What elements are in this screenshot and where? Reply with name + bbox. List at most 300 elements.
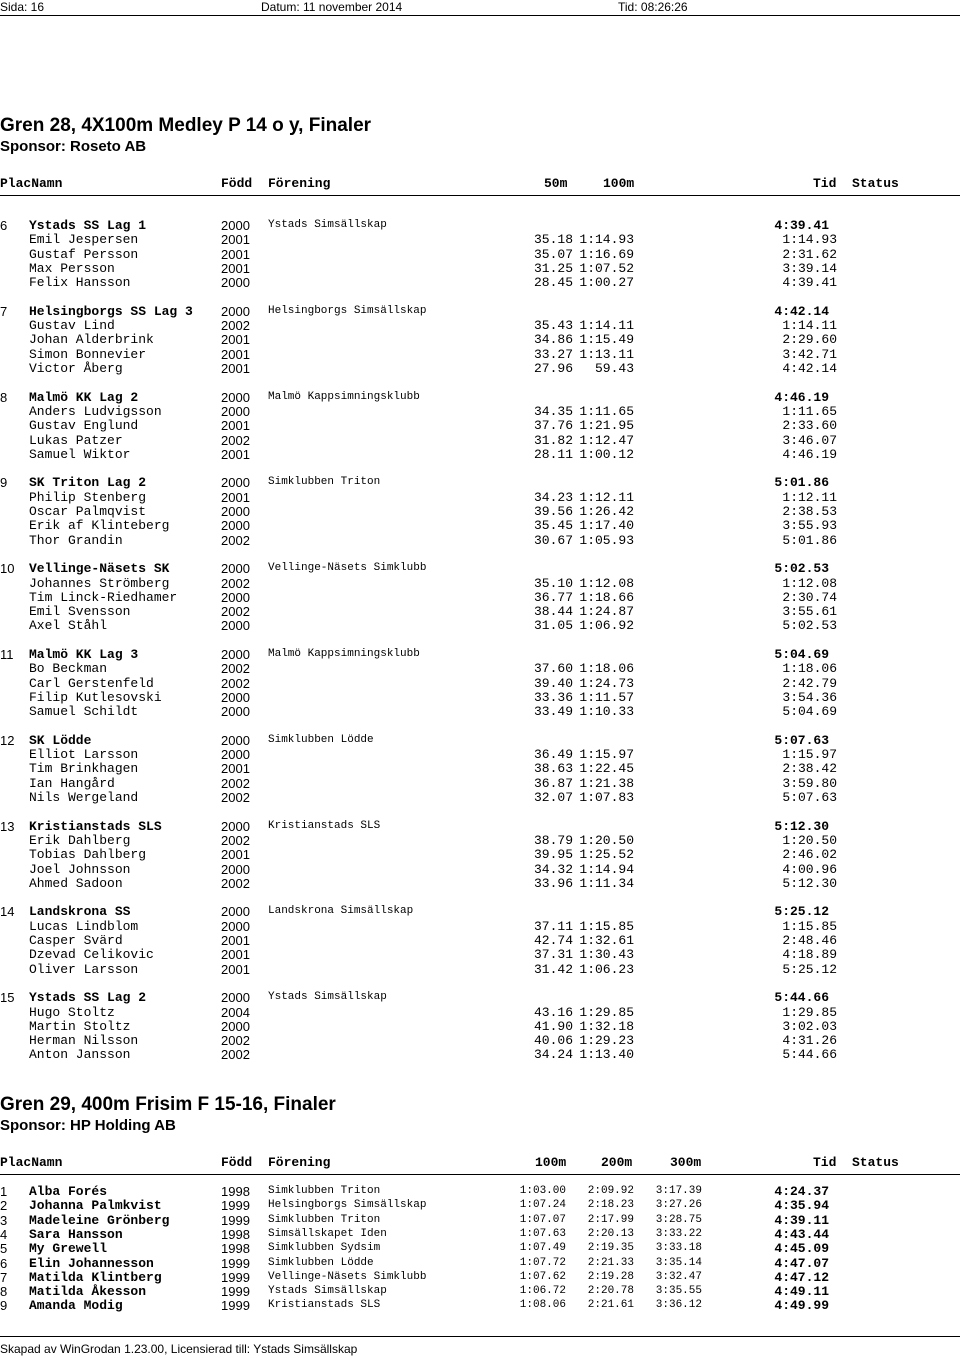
col-tid: Tid — [813, 1155, 837, 1170]
split-100m: 1:07.63 — [519, 1227, 566, 1240]
swimmer-name: Martin Stoltz — [29, 1018, 131, 1034]
team-born: 2000 — [221, 475, 250, 491]
split-100m: 1:22.45 — [579, 761, 634, 777]
team-place: 13 — [0, 818, 15, 834]
result-club: Simklubben Triton — [268, 1213, 381, 1226]
swimmer-row — [0, 847, 960, 862]
result-place: 5 — [0, 1241, 8, 1257]
swimmer-born: 2000 — [221, 504, 250, 519]
swimmer-row — [0, 576, 960, 591]
swimmer-born: 2000 — [221, 589, 250, 605]
swimmer-born: 2004 — [221, 1004, 250, 1020]
split-100m: 1:15.97 — [579, 747, 634, 763]
split-100m: 1:00.27 — [579, 275, 634, 291]
team-row — [0, 304, 960, 319]
result-club: Simklubben Lödde — [268, 1256, 374, 1269]
team-place: 7 — [0, 303, 8, 319]
col-fodd: Född — [221, 176, 253, 191]
swimmer-time: 3:42.71 — [782, 346, 837, 362]
swimmer-time: 1:11.65 — [782, 403, 837, 419]
swimmer-born: 2000 — [221, 275, 250, 291]
result-time: 4:39.11 — [774, 1212, 829, 1228]
swimmer-time: 1:14.11 — [782, 318, 837, 334]
swimmer-name: Thor Grandin — [29, 532, 123, 548]
result-club: Simsällskapet Iden — [268, 1227, 387, 1240]
swimmer-time: 5:02.53 — [782, 618, 837, 634]
col-300m: 300m — [670, 1155, 702, 1170]
split-100m: 1:11.57 — [579, 689, 634, 705]
team-name: Kristianstads SLS — [29, 818, 162, 834]
split-100m: 1:13.11 — [579, 346, 634, 362]
result-born: 1999 — [221, 1284, 250, 1300]
split-50m: 34.32 — [533, 861, 573, 877]
swimmer-time: 4:31.26 — [782, 1033, 837, 1049]
split-100m: 1:29.23 — [579, 1033, 634, 1049]
col-placnamn: PlacNamn — [0, 176, 63, 191]
swimmer-born: 2001 — [221, 246, 250, 262]
swimmer-born: 2000 — [221, 861, 250, 877]
split-100m: 1:11.34 — [579, 875, 634, 891]
swimmer-time: 3:46.07 — [782, 432, 837, 448]
swimmer-born: 2000 — [221, 704, 250, 720]
result-name: Johanna Palmkvist — [29, 1198, 162, 1214]
result-row — [0, 1227, 960, 1242]
team-born: 2000 — [221, 303, 250, 319]
result-club: Kristianstads SLS — [268, 1299, 381, 1312]
team-club: Landskrona Simsällskap — [268, 905, 414, 918]
swimmer-time: 3:55.93 — [782, 518, 837, 534]
swimmer-row — [0, 590, 960, 605]
split-50m: 31.25 — [533, 260, 573, 276]
swimmer-row — [0, 518, 960, 533]
split-300m: 3:35.55 — [655, 1285, 702, 1298]
result-name: Amanda Modig — [29, 1298, 123, 1314]
swimmer-born: 2001 — [221, 361, 250, 376]
team-place: 12 — [0, 732, 15, 748]
split-50m: 39.56 — [533, 504, 573, 519]
swimmer-name: Elliot Larsson — [29, 747, 139, 763]
split-100m: 1:14.93 — [579, 232, 634, 248]
swimmer-time: 1:12.11 — [782, 489, 837, 505]
col-100m: 100m — [603, 176, 635, 191]
result-time: 4:49.11 — [774, 1284, 829, 1300]
result-time: 4:47.07 — [774, 1255, 829, 1271]
swimmer-time: 2:31.62 — [782, 246, 837, 262]
swimmer-time: 3:39.14 — [782, 260, 837, 276]
split-50m: 33.96 — [533, 875, 573, 891]
swimmer-name: Samuel Schildt — [29, 704, 139, 720]
split-100m: 1:17.40 — [579, 518, 634, 534]
split-50m: 36.87 — [533, 775, 573, 791]
split-50m: 37.60 — [533, 661, 573, 677]
split-50m: 39.40 — [533, 675, 573, 691]
split-100m: 1:06.92 — [579, 618, 634, 634]
split-50m: 36.77 — [533, 589, 573, 605]
result-time: 4:47.12 — [774, 1269, 829, 1285]
swimmer-name: Gustav Englund — [29, 418, 139, 434]
split-100m: 1:12.47 — [579, 432, 634, 448]
team-row — [0, 904, 960, 919]
split-200m: 2:20.13 — [587, 1227, 634, 1240]
result-name: Madeleine Grönberg — [29, 1212, 170, 1228]
swimmer-born: 2000 — [221, 918, 250, 934]
split-100m: 1:00.12 — [579, 446, 634, 462]
team-club: Vellinge-Näsets Simklubb — [268, 562, 427, 575]
split-50m: 31.05 — [533, 618, 573, 634]
split-50m: 37.31 — [533, 947, 573, 963]
swimmer-row — [0, 833, 960, 848]
team-name: Ystads SS Lag 2 — [29, 990, 147, 1006]
swimmer-name: Simon Bonnevier — [29, 346, 147, 362]
team-time: 5:02.53 — [774, 561, 829, 577]
swimmer-born: 2001 — [221, 933, 250, 948]
swimmer-name: Johan Alderbrink — [29, 332, 154, 348]
team-row — [0, 733, 960, 748]
team-born: 2000 — [221, 818, 250, 834]
split-50m: 33.36 — [533, 689, 573, 705]
split-100m: 1:08.06 — [519, 1299, 566, 1312]
swimmer-row — [0, 933, 960, 948]
swimmer-time: 4:39.41 — [782, 275, 837, 291]
swimmer-name: Oliver Larsson — [29, 961, 139, 977]
split-200m: 2:09.92 — [587, 1185, 634, 1197]
split-100m: 1:32.61 — [579, 933, 634, 948]
split-100m: 1:26.42 — [579, 504, 634, 519]
swimmer-name: Max Persson — [29, 260, 115, 276]
swimmer-born: 2002 — [221, 575, 250, 591]
result-born: 1998 — [221, 1226, 250, 1242]
swimmer-born: 2000 — [221, 403, 250, 419]
footer-rule — [0, 1336, 960, 1337]
swimmer-born: 2001 — [221, 332, 250, 348]
split-100m: 1:07.24 — [519, 1199, 566, 1212]
event-2-column-rule — [0, 1174, 960, 1175]
swimmer-born: 2000 — [221, 747, 250, 763]
team-place: 15 — [0, 990, 15, 1006]
swimmer-row — [0, 275, 960, 290]
swimmer-time: 1:15.85 — [782, 918, 837, 934]
swimmer-row — [0, 661, 960, 676]
swimmer-name: Ahmed Sadoon — [29, 875, 123, 891]
team-time: 5:12.30 — [774, 818, 829, 834]
swimmer-born: 2000 — [221, 689, 250, 705]
team-row — [0, 475, 960, 490]
swimmer-time: 5:04.69 — [782, 704, 837, 720]
swimmer-row — [0, 690, 960, 705]
swimmer-name: Dzevad Celikovic — [29, 947, 154, 963]
result-place: 2 — [0, 1198, 8, 1214]
event-2-sponsor: Sponsor: HP Holding AB — [0, 1117, 176, 1134]
split-100m: 1:32.18 — [579, 1018, 634, 1034]
split-200m: 2:19.35 — [587, 1242, 634, 1255]
result-name: Sara Hansson — [29, 1226, 123, 1242]
result-club: Vellinge-Näsets Simklubb — [268, 1270, 427, 1283]
swimmer-time: 1:20.50 — [782, 832, 837, 848]
swimmer-born: 2002 — [221, 661, 250, 677]
swimmer-time: 2:38.42 — [782, 761, 837, 777]
swimmer-name: Tobias Dahlberg — [29, 847, 147, 863]
swimmer-time: 2:30.74 — [782, 589, 837, 605]
event-2-title: Gren 29, 400m Frisim F 15-16, Finaler — [0, 1094, 336, 1115]
swimmer-time: 2:38.53 — [782, 504, 837, 519]
team-time: 5:44.66 — [774, 990, 829, 1006]
result-name: Alba Forés — [29, 1184, 108, 1199]
swimmer-name: Axel Ståhl — [29, 618, 108, 634]
swimmer-row — [0, 604, 960, 619]
split-100m: 1:12.08 — [579, 575, 634, 591]
swimmer-time: 1:18.06 — [782, 661, 837, 677]
split-50m: 41.90 — [533, 1018, 573, 1034]
swimmer-row — [0, 761, 960, 776]
page-header — [0, 0, 960, 14]
event-1-heading — [0, 115, 371, 156]
swimmer-name: Philip Stenberg — [29, 489, 147, 505]
team-name: Malmö KK Lag 3 — [29, 647, 139, 662]
team-time: 5:07.63 — [774, 732, 829, 748]
col-forening: Förening — [268, 176, 331, 191]
team-club: Malmö Kappsimningsklubb — [268, 390, 420, 403]
swimmer-row — [0, 747, 960, 762]
swimmer-name: Oscar Palmqvist — [29, 504, 147, 519]
swimmer-time: 5:07.63 — [782, 790, 837, 805]
swimmer-name: Filip Kutlesovski — [29, 689, 162, 705]
split-50m: 35.45 — [533, 518, 573, 534]
col-50m: 50m — [544, 176, 568, 191]
result-row — [0, 1284, 960, 1299]
col-100m: 100m — [535, 1155, 567, 1170]
result-place: 9 — [0, 1298, 8, 1314]
swimmer-name: Carl Gerstenfeld — [29, 675, 154, 691]
split-50m: 38.44 — [533, 604, 573, 620]
result-born: 1999 — [221, 1212, 250, 1228]
result-club: Ystads Simsällskap — [268, 1285, 387, 1298]
result-place: 4 — [0, 1226, 8, 1242]
event-2-heading — [0, 1094, 336, 1135]
split-50m: 28.45 — [533, 275, 573, 291]
swimmer-born: 2002 — [221, 432, 250, 448]
split-50m: 38.79 — [533, 832, 573, 848]
team-club: Ystads Simsällskap — [268, 219, 387, 231]
result-place: 6 — [0, 1255, 8, 1271]
split-50m: 35.43 — [533, 318, 573, 334]
swimmer-name: Lucas Lindblom — [29, 918, 139, 934]
swimmer-name: Tim Linck-Riedhamer — [29, 589, 178, 605]
split-100m: 1:05.93 — [579, 532, 634, 548]
result-time: 4:49.99 — [774, 1298, 829, 1314]
swimmer-born: 2002 — [221, 604, 250, 620]
split-100m: 1:06.72 — [519, 1285, 566, 1298]
swimmer-row — [0, 862, 960, 877]
swimmer-name: Casper Svärd — [29, 933, 123, 948]
page-number: Sida: 16 — [0, 0, 45, 14]
event-2-column-header — [0, 1155, 960, 1171]
swimmer-row — [0, 1033, 960, 1048]
split-50m: 33.49 — [533, 704, 573, 720]
team-club: Simklubben Lödde — [268, 733, 374, 746]
split-300m: 3:32.47 — [655, 1270, 702, 1283]
result-place: 8 — [0, 1284, 8, 1300]
team-place: 14 — [0, 904, 15, 920]
split-100m: 1:07.49 — [519, 1242, 566, 1255]
swimmer-time: 2:42.79 — [782, 675, 837, 691]
result-place: 7 — [0, 1269, 8, 1285]
split-100m: 1:11.65 — [579, 403, 634, 419]
swimmer-name: Gustav Lind — [29, 318, 115, 334]
swimmer-row — [0, 232, 960, 247]
swimmer-row — [0, 533, 960, 548]
split-200m: 2:20.78 — [587, 1285, 634, 1298]
swimmer-born: 2002 — [221, 875, 250, 891]
split-100m: 1:06.23 — [579, 961, 634, 977]
swimmer-row — [0, 318, 960, 333]
swimmer-born: 2001 — [221, 489, 250, 505]
event-1-column-rule — [0, 195, 960, 196]
result-name: Matilda Klintberg — [29, 1269, 162, 1285]
split-50m: 33.27 — [533, 346, 573, 362]
result-born: 1998 — [221, 1241, 250, 1257]
swimmer-row — [0, 490, 960, 505]
swimmer-row — [0, 332, 960, 347]
split-100m: 1:24.87 — [579, 604, 634, 620]
split-50m: 39.95 — [533, 847, 573, 863]
swimmer-born: 2001 — [221, 961, 250, 977]
split-100m: 1:07.83 — [579, 790, 634, 805]
split-50m: 31.42 — [533, 961, 573, 977]
team-name: Helsingborgs SS Lag 3 — [29, 303, 193, 319]
swimmer-born: 2000 — [221, 618, 250, 634]
split-100m: 1:14.94 — [579, 861, 634, 877]
split-100m: 1:07.52 — [579, 260, 634, 276]
team-place: 9 — [0, 475, 8, 491]
swimmer-time: 4:18.89 — [782, 947, 837, 963]
split-50m: 30.67 — [533, 532, 573, 548]
split-50m: 28.11 — [533, 446, 573, 462]
team-born: 2000 — [221, 904, 250, 920]
split-50m: 32.07 — [533, 790, 573, 805]
swimmer-row — [0, 447, 960, 462]
team-row — [0, 561, 960, 576]
team-club: Kristianstads SLS — [268, 819, 381, 832]
split-100m: 1:29.85 — [579, 1004, 634, 1020]
split-100m: 59.43 — [594, 361, 634, 376]
split-100m: 1:16.69 — [579, 246, 634, 262]
split-50m: 42.74 — [533, 933, 573, 948]
swimmer-born: 2002 — [221, 1033, 250, 1049]
swimmer-row — [0, 347, 960, 362]
result-born: 1999 — [221, 1255, 250, 1271]
team-time: 5:25.12 — [774, 904, 829, 920]
split-200m: 2:18.23 — [587, 1199, 634, 1212]
swimmer-born: 2000 — [221, 1018, 250, 1034]
split-300m: 3:28.75 — [655, 1213, 702, 1226]
split-50m: 37.76 — [533, 418, 573, 434]
swimmer-time: 2:29.60 — [782, 332, 837, 348]
print-date: Datum: 11 november 2014 — [261, 0, 403, 14]
team-name: Landskrona SS — [29, 904, 131, 920]
swimmer-born: 2002 — [221, 675, 250, 691]
swimmer-time: 3:54.36 — [782, 689, 837, 705]
split-100m: 1:10.33 — [579, 704, 634, 720]
team-name: Vellinge-Näsets SK — [29, 561, 170, 577]
col-200m: 200m — [601, 1155, 633, 1170]
swimmer-time: 4:42.14 — [782, 361, 837, 376]
result-place: 1 — [0, 1184, 8, 1199]
result-born: 1999 — [221, 1269, 250, 1285]
split-50m: 34.23 — [533, 489, 573, 505]
team-row — [0, 990, 960, 1005]
swimmer-born: 2001 — [221, 947, 250, 963]
swimmer-time: 2:46.02 — [782, 847, 837, 863]
swimmer-name: Herman Nilsson — [29, 1033, 139, 1049]
event-1-title: Gren 28, 4X100m Medley P 14 o y, Finaler — [0, 115, 372, 136]
split-50m: 43.16 — [533, 1004, 573, 1020]
result-place: 3 — [0, 1212, 8, 1228]
result-row — [0, 1241, 960, 1256]
swimmer-row — [0, 704, 960, 719]
result-row — [0, 1213, 960, 1228]
split-100m: 1:12.11 — [579, 489, 634, 505]
split-300m: 3:27.26 — [655, 1199, 702, 1212]
print-time: Tid: 08:26:26 — [618, 0, 688, 14]
swimmer-time: 3:02.03 — [782, 1018, 837, 1034]
swimmer-time: 1:14.93 — [782, 232, 837, 248]
col-fodd: Född — [221, 1155, 253, 1170]
swimmer-born: 2001 — [221, 761, 250, 777]
result-row — [0, 1270, 960, 1285]
team-time: 4:42.14 — [774, 303, 829, 319]
team-place: 10 — [0, 561, 15, 577]
split-100m: 1:20.50 — [579, 832, 634, 848]
swimmer-row — [0, 1047, 960, 1062]
split-100m: 1:14.11 — [579, 318, 634, 334]
team-born: 2000 — [221, 218, 250, 233]
swimmer-time: 4:46.19 — [782, 446, 837, 462]
result-club: Simklubben Triton — [268, 1185, 381, 1197]
swimmer-born: 2002 — [221, 775, 250, 791]
swimmer-name: Anders Ludvigsson — [29, 403, 162, 419]
split-50m: 35.07 — [533, 246, 573, 262]
swimmer-born: 2002 — [221, 790, 250, 805]
team-club: Ystads Simsällskap — [268, 991, 387, 1004]
split-100m: 1:21.38 — [579, 775, 634, 791]
team-place: 6 — [0, 218, 8, 233]
split-100m: 1:21.95 — [579, 418, 634, 434]
swimmer-time: 3:55.61 — [782, 604, 837, 620]
team-row — [0, 647, 960, 662]
team-name: SK Lödde — [29, 732, 92, 748]
split-200m: 2:17.99 — [587, 1213, 634, 1226]
split-100m: 1:24.73 — [579, 675, 634, 691]
col-forening: Förening — [268, 1155, 331, 1170]
split-300m: 3:35.14 — [655, 1256, 702, 1269]
split-100m: 1:25.52 — [579, 847, 634, 863]
split-50m: 37.11 — [533, 918, 573, 934]
team-born: 2000 — [221, 732, 250, 748]
team-time: 5:04.69 — [774, 647, 829, 662]
team-row — [0, 218, 960, 233]
result-name: My Grewell — [29, 1241, 108, 1257]
swimmer-name: Erik Dahlberg — [29, 832, 131, 848]
swimmer-row — [0, 676, 960, 691]
swimmer-time: 2:33.60 — [782, 418, 837, 434]
swimmer-name: Joel Johnsson — [29, 861, 131, 877]
swimmer-born: 2000 — [221, 518, 250, 534]
split-50m: 27.96 — [533, 361, 573, 376]
swimmer-name: Ian Hangård — [29, 775, 115, 791]
split-50m: 38.63 — [533, 761, 573, 777]
event-1-column-header — [0, 176, 960, 192]
result-name: Elin Johannesson — [29, 1255, 154, 1271]
